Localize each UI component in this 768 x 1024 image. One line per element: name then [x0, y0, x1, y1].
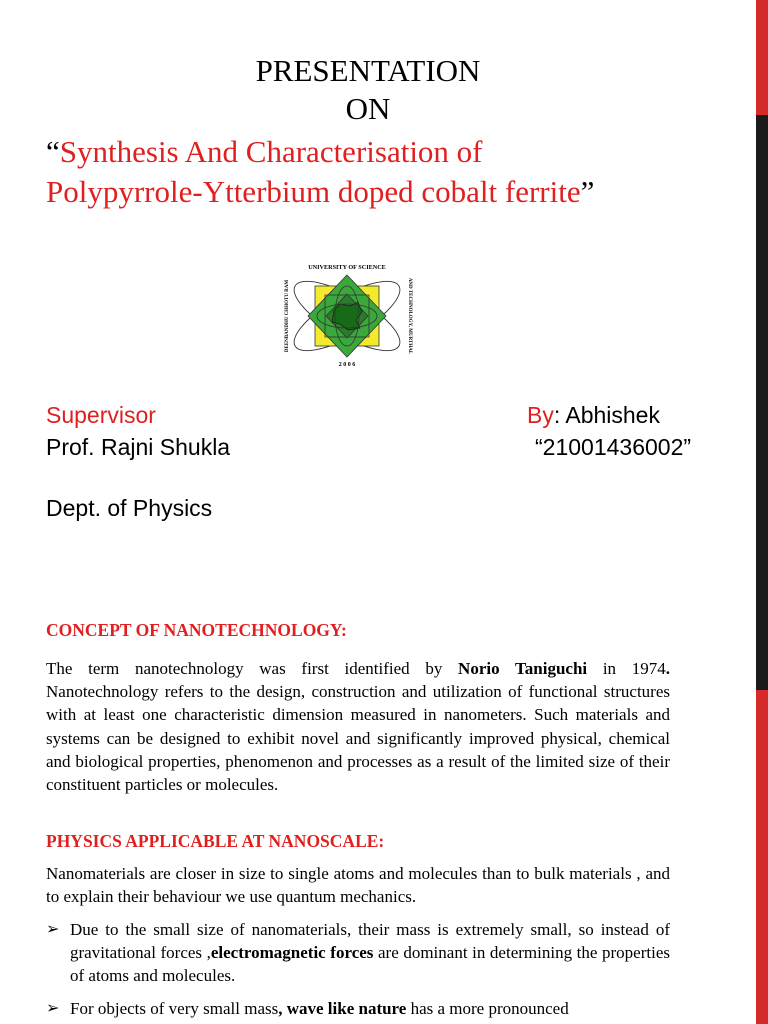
section-heading-nanotechnology: CONCEPT OF NANOTECHNOLOGY:: [46, 620, 347, 640]
para-text: The term nanotechnology was first identified by: [46, 659, 459, 678]
bullet-list: [46, 918, 670, 988]
para-text: in 1974: [587, 659, 666, 678]
close-quote: ”: [580, 174, 595, 209]
author-name: : Abhishek: [553, 402, 660, 428]
sidebar-accent-red-top: [756, 0, 768, 115]
presentation-title: [0, 52, 736, 128]
title-line-on: ON: [345, 91, 391, 126]
roll-number: “21001436002”: [535, 434, 692, 460]
logo-right-text: AND TECHNOLOGY, MURTHAL: [407, 277, 412, 355]
section-heading-physics: PHYSICS APPLICABLE AT NANOSCALE:: [46, 831, 385, 851]
by-label: By: [527, 402, 554, 428]
bullet-text: For objects of very small mass: [70, 999, 279, 1018]
para-text: Nanotechnology refers to the design, construction and utilization of functional structures with at least one characteristic dimension measured in nanometers. Such materials and systems can be designed to exhibit novel and significantly improved physical, chemical and biological properties, phenomenon and processes as a result of the limited size of their constituent particles or molecules.: [46, 682, 670, 795]
bullet-text: has a more pronounced: [406, 999, 569, 1018]
topic-line-2: Polypyrrole-Ytterbium doped cobalt ferrite: [46, 174, 581, 209]
logo-year: 2 0 0 6: [338, 362, 356, 368]
logo-top-text: UNIVERSITY OF SCIENCE: [308, 264, 386, 271]
university-logo: [274, 262, 420, 370]
author-line: [527, 402, 660, 429]
bullet-bold-text: electromagnetic forces: [210, 943, 374, 963]
supervisor-label: Supervisor: [46, 402, 156, 428]
presentation-topic: [46, 132, 726, 212]
department: Dept. of Physics: [46, 495, 213, 521]
open-quote: “: [46, 134, 60, 169]
list-item: [46, 918, 670, 988]
bullet-bold-text: , wave like nature: [278, 999, 407, 1018]
list-item: [46, 997, 670, 1020]
arrow-bullet-icon: ➢: [46, 1000, 60, 1017]
sidebar-accent-dark: [756, 115, 768, 690]
title-line-presentation: PRESENTATION: [255, 53, 481, 88]
nanotechnology-paragraph: [46, 657, 670, 796]
logo-left-text: DEENBANDHU CHHOTU RAM: [285, 279, 290, 353]
bullet-list: [46, 997, 670, 1020]
para-bold-period: .: [665, 659, 670, 678]
para-bold-name: Norio Taniguchi: [458, 659, 588, 678]
topic-line-1: Synthesis And Characterisation of: [59, 134, 483, 169]
supervisor-name: Prof. Rajni Shukla: [46, 434, 231, 460]
bullet-text: Due to the small size of nanomaterials, their mass is extremely small, so instead of gravitational forces ,: [70, 920, 670, 963]
sidebar-accent-red-bottom: [756, 690, 768, 1024]
arrow-bullet-icon: ➢: [46, 921, 60, 938]
physics-intro-paragraph: Nanomaterials are closer in size to single atoms and molecules than to bulk materials , and to explain their behaviour we use quantum mechanics.: [46, 864, 670, 907]
bullet-text: are dominant in determining the properties of atoms and molecules.: [70, 943, 670, 986]
